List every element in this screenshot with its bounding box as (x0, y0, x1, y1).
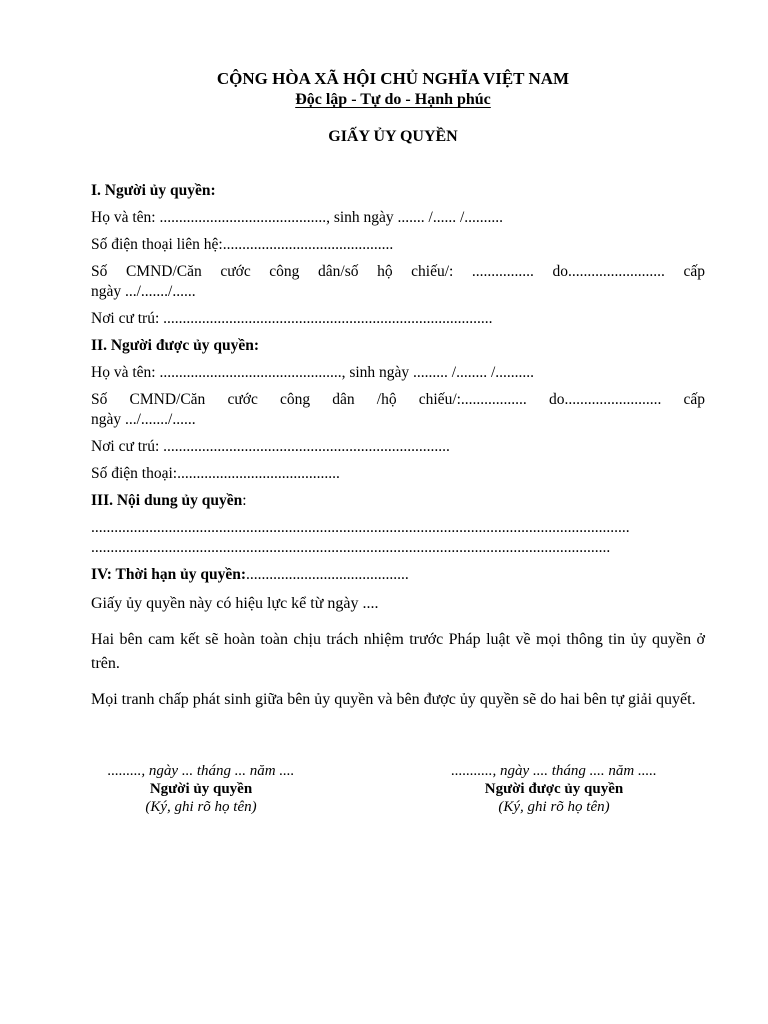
grantee-residence-line: Nơi cư trú: .......................................................................... (91, 438, 450, 455)
grantor-residence-line: Nơi cư trú: ..................................................................................... (91, 310, 493, 327)
document-body (91, 181, 705, 724)
section-2-heading: II. Người được ủy quyền: (91, 337, 259, 354)
content-dots-line-1: ........................................................................................................................................... (91, 519, 630, 536)
grantor-signature (95, 762, 307, 816)
validity-line: Giấy ủy quyền này có hiệu lực kể từ ngày .... (91, 595, 379, 612)
grantor-signature-role: Người ủy quyền (149, 781, 253, 797)
grantor-id-date-line: ngày .../......./...... (91, 283, 196, 300)
content-dots-line-2: ...................................................................................................................................... (91, 539, 611, 556)
grantee-signature (436, 762, 672, 816)
grantee-id-line: Số CMND/Căn cước công dân /hộ chiếu/:................. do......................... cấp (91, 391, 705, 408)
section-3-heading: III. Nội dung ủy quyền (91, 492, 243, 509)
grantor-signature-note: (Ký, ghi rõ họ tên) (145, 799, 257, 815)
document-header (0, 68, 768, 148)
section-1-heading: I. Người ủy quyền: (91, 182, 216, 199)
section-4-dots: .......................................... (246, 566, 409, 583)
section-4-heading-line (91, 565, 705, 585)
grantee-signature-role: Người được ủy quyền (484, 781, 624, 797)
national-motto-text: Độc lập - Tự do - Hạnh phúc (295, 91, 491, 108)
national-motto (0, 90, 768, 110)
grantor-signature-date: ........., ngày ... tháng ... năm .... (107, 763, 295, 779)
section-3-heading-line (91, 491, 705, 511)
disputes-paragraph: Mọi tranh chấp phát sinh giữa bên ủy quyền và bên được ủy quyền sẽ do hai bên tự giải quyết. (91, 691, 696, 708)
grantee-signature-date: ..........., ngày .... tháng .... năm ..... (451, 763, 657, 779)
national-title: CỘNG HÒA XÃ HỘI CHỦ NGHĨA VIỆT NAM (216, 69, 570, 88)
section-3-colon: : (242, 492, 247, 509)
grantor-phone-line: Số điện thoại liên hệ:............................................ (91, 236, 394, 253)
commitment-paragraph: Hai bên cam kết sẽ hoàn toàn chịu trách nhiệm trước Pháp luật về mọi thông tin ủy quyền ở trên. (91, 631, 705, 672)
section-4-heading: IV: Thời hạn ủy quyền: (91, 566, 247, 583)
grantee-id-date-line: ngày .../......./...... (91, 411, 196, 428)
grantee-signature-note: (Ký, ghi rõ họ tên) (498, 799, 610, 815)
document-title: GIẤY ỦY QUYỀN (328, 128, 458, 145)
grantor-name-line: Họ và tên: ..........................................., sinh ngày ....... /...... /.......... (91, 209, 504, 226)
grantee-name-line: Họ và tên: ..............................................., sinh ngày ......... /........ /.......... (91, 364, 535, 381)
grantor-id-line: Số CMND/Căn cước công dân/số hộ chiếu/: ................ do......................... cấp (91, 263, 705, 280)
grantee-phone-line: Số điện thoại:.......................................... (91, 465, 340, 482)
